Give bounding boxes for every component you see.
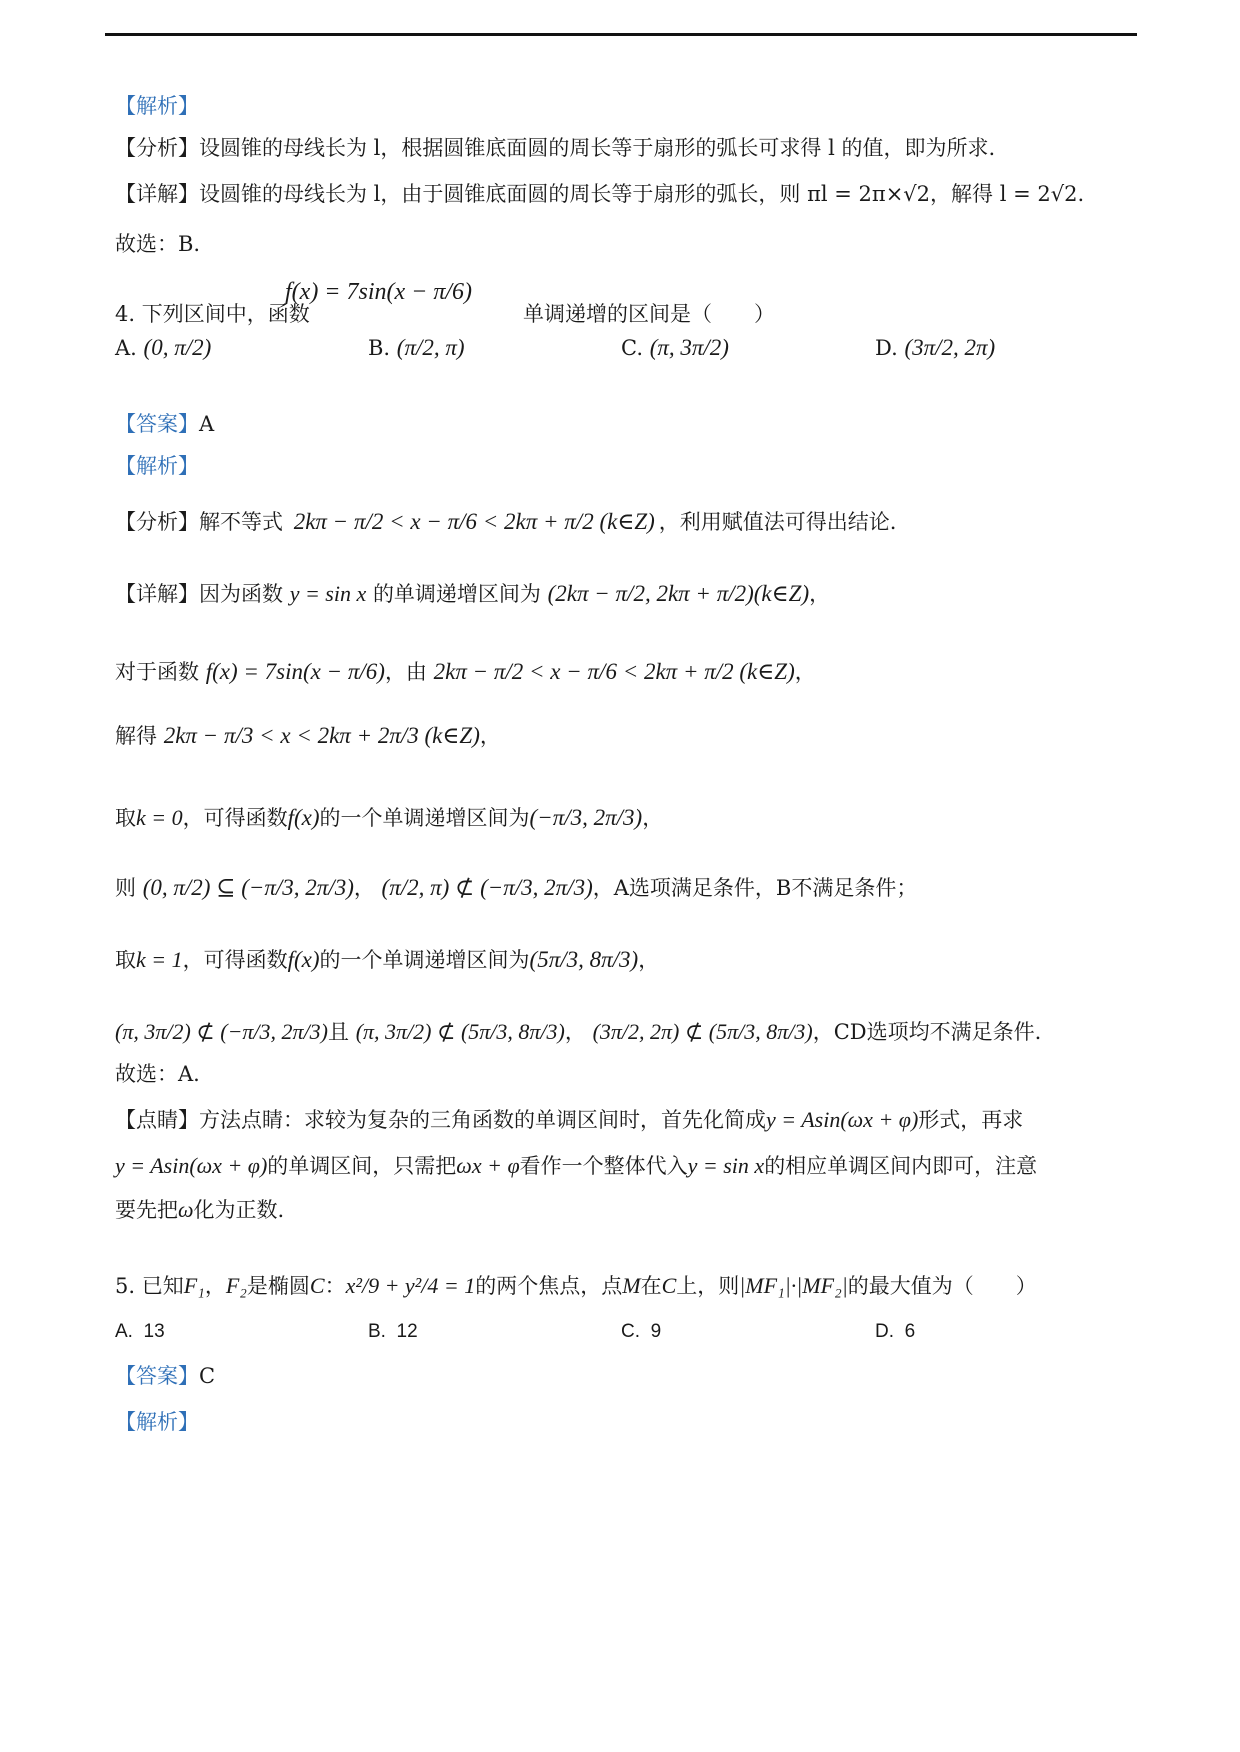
q4-detail-6 — [115, 946, 1127, 974]
math-expr: f(x) = 7sin(x − π/6) — [205, 659, 385, 684]
answer-tag: 【答案】 — [115, 1364, 199, 1388]
answer-tag: 【答案】 — [115, 412, 199, 436]
math-expr: (3π/2, 2π) ⊄ (5π/3, 8π/3) — [592, 1019, 813, 1044]
q4-option-c[interactable] — [621, 334, 729, 362]
text: 形式，再求 — [918, 1108, 1024, 1132]
text: 在 — [640, 1274, 662, 1298]
option-value: 13 — [143, 1321, 165, 1342]
q4-option-d[interactable] — [875, 334, 995, 362]
text: ，由 — [384, 660, 427, 684]
option-label: C. — [621, 1321, 640, 1342]
text: ， — [642, 806, 664, 830]
answer-value: A — [199, 412, 215, 436]
math-expr: y = Asin(ωx + φ) — [115, 1153, 268, 1178]
jiexi-heading: 【解析】 — [115, 94, 199, 118]
text: ， — [479, 724, 501, 748]
text: ， — [353, 876, 375, 900]
text: 且 — [328, 1020, 350, 1044]
math-expr: C — [661, 1273, 677, 1298]
analysis-text: 设圆锥的母线长为 l，根据圆锥底面圆的周长等于扇形的弧长可求得 l 的值，即为所求. — [199, 136, 996, 160]
option-label: B. — [368, 1321, 386, 1342]
text: 的一个单调递增区间为 — [319, 948, 530, 972]
q5-stem — [115, 1272, 1127, 1300]
math-expr: F₂ — [225, 1273, 247, 1298]
option-value: (π/2, π) — [396, 335, 465, 360]
text: 的单调区间，只需把 — [267, 1154, 457, 1178]
text: ， — [638, 948, 660, 972]
option-label: B. — [368, 336, 391, 360]
math-expr: 2kπ − π/3 < x < 2kπ + 2π/3 (k∈Z) — [163, 723, 480, 748]
text: ， — [809, 582, 831, 606]
math-expr: (π, 3π/2) ⊄ (5π/3, 8π/3) — [355, 1019, 565, 1044]
q4-choice: 故选：A. — [115, 1062, 200, 1086]
q5-option-c[interactable] — [621, 1318, 661, 1346]
option-value: 9 — [650, 1321, 662, 1342]
option-label: D. — [875, 336, 898, 360]
text: ，可得函数 — [182, 806, 288, 830]
q4-detail-4 — [115, 804, 1127, 832]
text: 看作一个整体代入 — [519, 1154, 688, 1178]
q4-answer — [115, 410, 214, 438]
text: 是椭圆 — [246, 1274, 310, 1298]
analysis-line — [115, 134, 995, 162]
math-expr: (0, π/2) ⊆ (−π/3, 2π/3) — [142, 875, 354, 900]
math-expr: (π/2, π) ⊄ (−π/3, 2π/3) — [381, 875, 593, 900]
analysis-expr: 2kπ − π/2 < x − π/6 < 2kπ + π/2 (k∈Z) — [293, 509, 655, 534]
q4-prefix: 4. 下列区间中，函数 — [115, 302, 310, 326]
detail-text: 设圆锥的母线长为 l，由于圆锥底面圆的周长等于扇形的弧长，则 πl = 2π×√2，解得 l = 2√2. — [199, 182, 1085, 206]
option-label: A. — [115, 336, 137, 360]
analysis-tag: 【分析】 — [115, 510, 199, 534]
text: ， — [794, 660, 816, 684]
option-value: 12 — [396, 1321, 418, 1342]
math-expr: 2kπ − π/2 < x − π/6 < 2kπ + π/2 (k∈Z) — [433, 659, 795, 684]
text: ，可得函数 — [182, 948, 288, 972]
q4-tip-2 — [115, 1152, 1127, 1180]
math-expr: C — [309, 1273, 325, 1298]
math-expr: y = sin x — [289, 581, 367, 606]
math-expr: ωx + φ — [456, 1153, 520, 1178]
q5-answer — [115, 1362, 215, 1390]
text: 因为函数 — [199, 582, 283, 606]
detail-line — [115, 180, 1084, 208]
text: 的两个焦点，点 — [475, 1274, 623, 1298]
q4-option-b[interactable] — [368, 334, 465, 362]
analysis-a: 解不等式 — [199, 510, 283, 534]
detail-tag: 【详解】 — [115, 582, 199, 606]
q4-detail-3 — [115, 722, 1127, 750]
math-expr: (π, 3π/2) ⊄ (−π/3, 2π/3) — [115, 1019, 329, 1044]
math-expr: |MF₁|·|MF₂| — [739, 1273, 848, 1298]
option-label: D. — [875, 1321, 894, 1342]
q4-detail-5 — [115, 874, 1127, 902]
math-expr: ω — [178, 1197, 194, 1222]
detail-tag: 【详解】 — [115, 182, 199, 206]
q4-options — [115, 334, 1127, 394]
math-expr: f(x) — [287, 947, 320, 972]
option-label: C. — [621, 336, 643, 360]
text: 则 — [115, 876, 136, 900]
math-expr: (−π/3, 2π/3) — [529, 805, 643, 830]
q4-function: f(x) = 7sin(x − π/6) — [285, 279, 473, 305]
math-expr: (2kπ − π/2, 2kπ + π/2)(k∈Z) — [547, 581, 810, 606]
text: 上，则 — [676, 1274, 740, 1298]
q4-tip-3 — [115, 1196, 1127, 1224]
math-expr: x²/9 + y²/4 = 1 — [345, 1273, 476, 1298]
text: 对于函数 — [115, 660, 199, 684]
text: ，A选项满足条件，B不满足条件； — [592, 876, 918, 900]
answer-value: C — [199, 1364, 216, 1388]
math-expr: (5π/3, 8π/3) — [529, 947, 639, 972]
text: 解得 — [115, 724, 157, 748]
math-expr: y = Asin(ωx + φ) — [766, 1107, 919, 1132]
math-expr: k = 1 — [136, 947, 183, 972]
option-label: A. — [115, 1321, 133, 1342]
q5-option-d[interactable] — [875, 1318, 915, 1346]
text: 取 — [115, 806, 136, 830]
text: 的相应单调区间内即可，注意 — [764, 1154, 1038, 1178]
text: 取 — [115, 948, 136, 972]
text: ， — [204, 1274, 226, 1298]
text: 的一个单调递增区间为 — [319, 806, 530, 830]
text: 5. 已知 — [115, 1274, 184, 1298]
choice-line: 故选：B. — [115, 232, 201, 256]
text: 的最大值为（ ） — [847, 1274, 1037, 1298]
q4-analysis — [115, 508, 1127, 536]
math-expr: f(x) — [287, 805, 320, 830]
text: 要先把 — [115, 1198, 178, 1222]
text: ： — [324, 1274, 346, 1298]
math-expr: F₁ — [183, 1273, 205, 1298]
q5-option-b[interactable] — [368, 1318, 418, 1346]
q4-detail-2 — [115, 658, 1127, 686]
q5-options — [115, 1318, 1127, 1358]
q5-option-a[interactable] — [115, 1318, 165, 1346]
text: ， — [564, 1020, 586, 1044]
option-value: (0, π/2) — [143, 335, 212, 360]
header-rule — [105, 33, 1137, 36]
q5-jiexi-heading: 【解析】 — [115, 1410, 199, 1434]
math-expr: y = sin x — [687, 1153, 765, 1178]
q4-detail-7 — [115, 1018, 1127, 1046]
q4-suffix: 单调递增的区间是（ ） — [523, 302, 775, 326]
option-value: (π, 3π/2) — [649, 335, 729, 360]
text: 化为正数. — [193, 1198, 285, 1222]
q4-option-a[interactable] — [115, 334, 211, 362]
q4-stem — [115, 264, 1127, 324]
option-value: (3π/2, 2π) — [904, 335, 996, 360]
q4-tip-1 — [115, 1106, 1127, 1134]
option-value: 6 — [904, 1321, 916, 1342]
analysis-b: ，利用赋值法可得出结论. — [658, 510, 897, 534]
analysis-tag: 【分析】 — [115, 136, 199, 160]
text: 方法点睛：求较为复杂的三角函数的单调区间时，首先化简成 — [199, 1108, 766, 1132]
math-expr: k = 0 — [136, 805, 183, 830]
text: ，CD选项均不满足条件. — [812, 1020, 1042, 1044]
q4-detail-1 — [115, 580, 1127, 608]
math-expr: M — [622, 1273, 641, 1298]
text: 的单调递增区间为 — [372, 582, 541, 606]
q4-jiexi-heading: 【解析】 — [115, 454, 199, 478]
tip-tag: 【点睛】 — [115, 1108, 199, 1132]
